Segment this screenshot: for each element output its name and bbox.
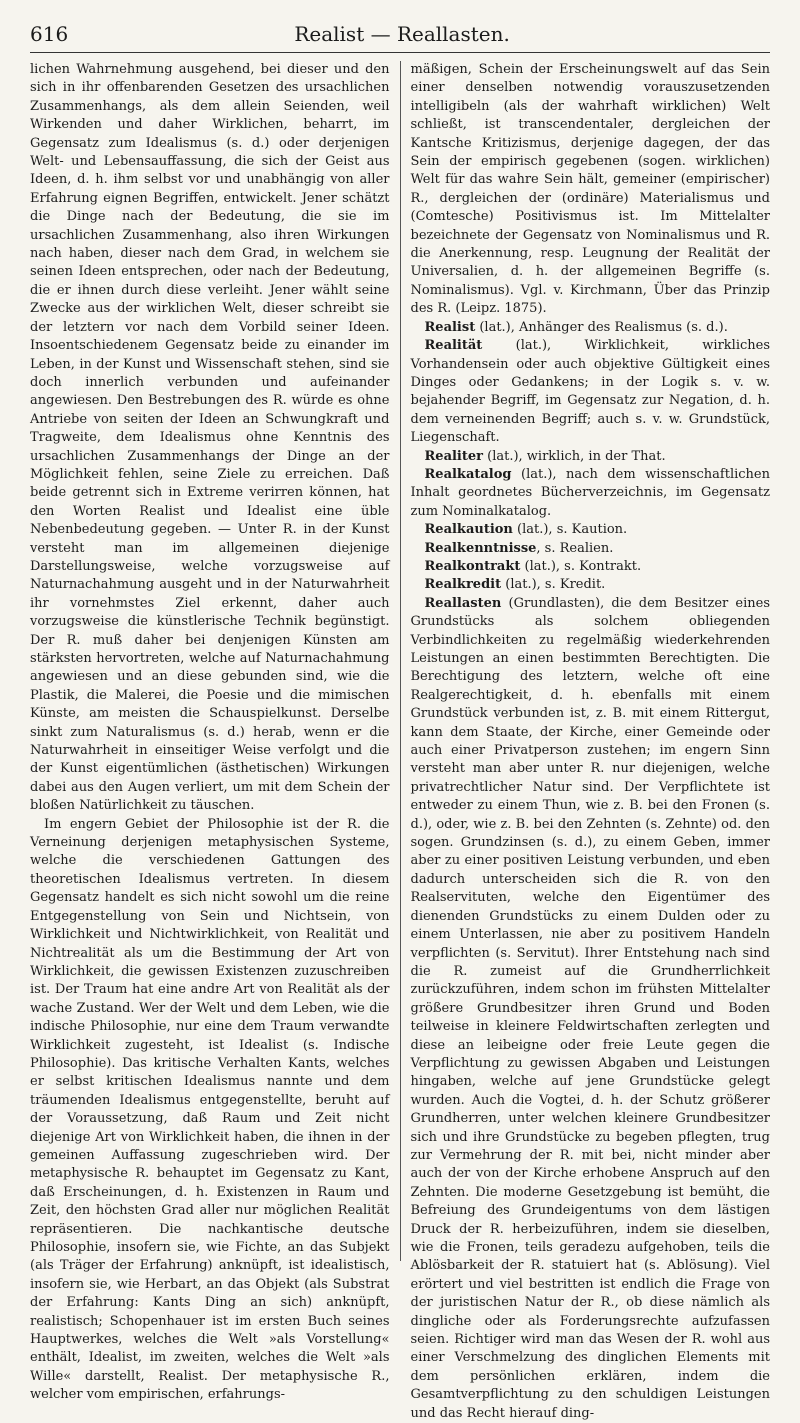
running-title: Realist — Reallasten. (294, 22, 510, 46)
entry-realkatalog (411, 466, 771, 521)
entry-realkontrakt (411, 558, 771, 576)
entry-title: Realist (424, 319, 476, 335)
entry-title: Realkenntnisse (424, 540, 537, 556)
entry-title: Realiter (424, 448, 483, 464)
entry-text: (lat.), s. Kaution. (512, 522, 628, 538)
entry-text: (lat.), Anhänger des Realismus (s. d.). (475, 319, 728, 335)
entry-title: Realkaution (424, 522, 513, 538)
right-column (400, 61, 771, 1421)
entry-realkredit (411, 576, 771, 594)
paragraph: mäßigen, Schein der Erscheinungswelt auf das Sein einer denselben notwendig vorauszusetzenden intelligibeln (als der wahrhaft wirklichen) Welt schließt, ist transcendentaler, dergleichen der Kantsche Kritizismus, derjenige dagegen, der das Sein der empirisch gegebenen (sogen. wirklichen) Welt für das wahre Sein hält, gemeiner (empirischer) R., dergleichen der (ordinäre) Materialismus und (Comtesche) Positivismus ist. Im Mittelalter bezeichnete der Gegensatz von Nominalismus und R. die Anerkennung, resp. Leugnung der Realität der Universalien, d. h. der allgemeinen Begriffe (s. Nominalismus). Vgl. v. Kirchmann, Über das Prinzip des R. (Leipz. 1875). (410, 62, 770, 317)
entry-text: (Grundlasten), die dem Besitzer eines Grundstücks als solchem obliegenden Verbindlichkeiten zu regelmäßig wiederkehrenden Leistungen an einen bestimmten Berechtigten. Die Berechtigung des letztern, welche oft eine Realgerechtigkeit, d. h. ebenfalls mit einem Grundstück verbunden ist, z. B. mit einem Rittergut, kann dem Staate, der Kirche, einer Gemeinde oder auch einer Privatperson zustehen; im engern Sinn versteht man aber unter R. nur diejenigen, welche privatrechtlicher Natur sind. Der Verpflichtete ist entweder zu einem Thun, wie z. B. bei den Fronen (s. d.), oder, wie z. B. bei den Zehnten (s. Zehnte) od. den sogen. Grundzinsen (s. d.), zu einem Geben, immer aber zu einer positiven Leistung verbunden, und eben dadurch unterscheiden sich die R. von den Realservituten, welche den Eigentümer des dienenden Grundstücks zu einem Dulden oder zu einem Unterlassen, nie aber zu positivem Handeln verpflichten (s. Servitut). Ihrer Entstehung nach sind die R. zumeist auf die Grundherrlichkeit zurückzuführen, indem schon im frühsten Mittelalter größere Grundbesitzer ihren Grund und Boden teilweise in kleinere Feldwirtschaften zerlegten und diese an leibeigne oder freie Leute gegen die Verpflichtung zu gewissen Abgaben und Leistungen hingaben, welche auf jene Grundstücke gelegt wurden. Auch die Vogtei, d. h. der Schutz größerer Grundherren, unter welchen kleinere Grundbesitzer sich und ihre Grundstücke zu begeben pflegten, trug zur Vermehrung der R. mit bei, nicht minder aber auch der von der Kirche erhobene Anspruch auf den Zehnten. Die moderne Gesetzgebung ist bemüht, die Befreiung des Grundeigentums von dem lästigen Druck der R. herbeizuführen, indem sie dieselben, wie die Fronen, teils geradezu aufgehoben, teils die Ablösbarkeit der R. statuiert hat (s. Ablösung). Viel erörtert und viel bestritten ist endlich die Frage von der juristischen Natur der R., ob diese nämlich als dingliche oder als Forderungsrechte aufzufassen seien. Richtiger wird man das Wesen der R. wohl aus einer Verschmelzung des dinglichen Elements mit dem persönlichen erklären, indem die Gesamtverpflichtung zu den schuldigen Leistungen und das Recht hierauf ding- (410, 595, 770, 1421)
page-number: 616 (30, 22, 69, 46)
entry-realkenntnisse (411, 540, 771, 558)
entry-text: (lat.), s. Kredit. (501, 577, 606, 593)
entry-realkaution (411, 521, 771, 539)
entry-text: (lat.), wirklich, in der That. (483, 448, 666, 464)
entry-realist (411, 319, 771, 337)
entry-text: (lat.), s. Kontrakt. (520, 558, 642, 574)
entry-text: (lat.), Wirklichkeit, wirkliches Vorhandensein oder auch objektive Gültigkeit eines Dinges oder Gedankens; in der Logik s. v. w. bejahender Begriff, im Gegensatz zur Negation, d. h. dem verneinenden Begriff; auch s. v. w. Grundstück, Liegenschaft. (410, 338, 770, 446)
text-columns (30, 61, 770, 1421)
entry-title: Realität (424, 338, 483, 354)
entry-title: Realkontrakt (424, 558, 521, 574)
entry-title: Realkredit (424, 577, 502, 593)
entry-reallasten (411, 595, 771, 1423)
left-column (30, 61, 400, 1403)
page-header (30, 22, 770, 53)
entry-title: Reallasten (424, 595, 502, 611)
entry-text: , s. Realien. (536, 540, 614, 556)
entry-title: Realkatalog (424, 466, 512, 482)
entry-realitaet (411, 337, 771, 447)
paragraph: lichen Wahrnehmung ausgehend, bei dieser und den sich in ihr offenbarenden Gesetzen des ursachlichen Zusammenhangs, als dem allein Seienden, weil Wirkenden und daher Wirklichen, beharrt, im Gegensatz zum Idealismus (s. d.) oder derjenigen Welt- und Lebensauffassung, die sich der Geist aus Ideen, d. h. ihm selbst vor und unabhängig von aller Erfahrung eignen Begriffen, entwickelt. Jener schätzt die Dinge nach der Bedeutung, die sie im ursachlichen Zusammenhang, also ihren Wirkungen nach haben, dieser nach dem Grad, in welchem sie seinen Ideen entsprechen, oder nach der Bedeutung, die er ihnen durch diese verleiht. Jener wählt seine Zwecke aus der wirklichen Welt, dieser schreibt sie der letztern vor nach dem Vorbild seiner Ideen. Insoentschiedenem Gegensatz beide zu einander im Leben, in der Kunst und Wissenschaft stehen, sind sie doch innerlich verbunden und aufeinander angewiesen. Den Bestrebungen des R. würde es ohne Antriebe von seiten der Ideen an Schwungkraft und Tragweite, dem Idealismus ohne Kenntnis des ursachlichen Zusammenhangs der Dinge an der Möglichkeit fehlen, seine Ziele zu erreichen. Daß beide getrennt sich in Extreme verirren können, hat den Worten Realist und Idealist eine üble Nebenbedeutung gegeben. — Unter R. in der Kunst versteht man im allgemeinen diejenige Darstellungsweise, welche vorzugsweise auf Naturnachahmung ausgeht und in der Naturwahrheit ihr vornehmstes Ziel erkennt, daher auch vorzugsweise die künstlerische Technik begünstigt. Der R. muß daher bei denjenigen Künsten am stärksten hervortreten, welche auf Naturnachahmung angewiesen und an diese gebunden sind, wie die Plastik, die Malerei, die Poesie und die mimischen Künste, am meisten die Schauspielkunst. Derselbe sinkt zum Naturalismus (s. d.) herab, wenn er die Naturwahrheit in einseitiger Weise verfolgt und die der Kunst eigentümlichen (ästhetischen) Wirkungen dabei aus den Augen verliert, um mit dem Schein der bloßen Natürlichkeit zu täuschen. (30, 62, 390, 814)
entry-realiter (411, 448, 771, 466)
entry-text: (lat.), nach dem wissenschaftlichen Inhalt geordnetes Bücherverzeichnis, im Gegensatz zum Nominalkatalog. (410, 466, 770, 519)
paragraph: Im engern Gebiet der Philosophie ist der R. die Verneinung derjenigen metaphysischen Systeme, welche die verschiedenen Gattungen des theoretischen Idealismus vertreten. In diesem Gegensatz handelt es sich nicht sowohl um die reine Entgegenstellung von Sein und Nichtsein, von Wirklichkeit und Nichtwirklichkeit, von Realität und Nichtrealität als um die Bestimmung der Art von Wirklichkeit, die gewissen Existenzen zuzuschreiben ist. Der Traum hat eine andre Art von Realität als der wache Zustand. Wer der Welt und dem Leben, wie die indische Philosophie, nur eine dem Traum verwandte Wirklichkeit zugesteht, ist Idealist (s. Indische Philosophie). Das kritische Verhalten Kants, welches er selbst kritischen Idealismus nannte und dem träumenden Idealismus entgegenstellte, beruht auf der Voraussetzung, daß Raum und Zeit nicht diejenige Art von Wirklichkeit haben, die ihnen in der gemeinen Auffassung zugeschrieben wird. Der metaphysische R. behauptet im Gegensatz zu Kant, daß Erscheinungen, d. h. Existenzen in Raum und Zeit, den höchsten Grad aller nur möglichen Realität repräsentieren. Die nachkantische deutsche Philosophie, insofern sie, wie Fichte, an das Subjekt (als Träger der Erfahrung) anknüpft, ist idealistisch, insofern sie, wie Herbart, an das Objekt (als Substrat der Erfahrung: Kants Ding an sich) anknüpft, realistisch; Schopenhauer ist im ersten Buch seines Hauptwerkes, welches die Welt »als Vorstellung« enthält, Idealist, im zweiten, welches die Welt »als Wille« darstellt, Realist. Der metaphysische R., welcher vom empirischen, erfahrungs- (30, 816, 390, 1403)
